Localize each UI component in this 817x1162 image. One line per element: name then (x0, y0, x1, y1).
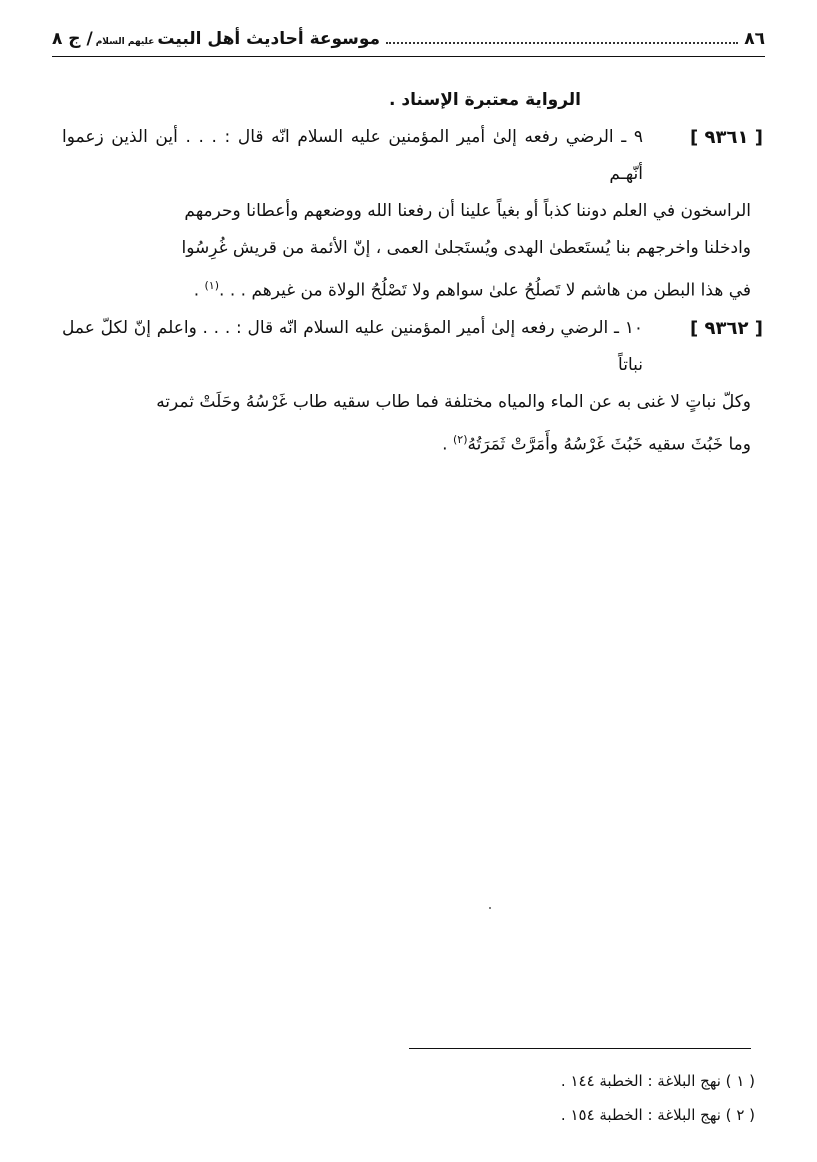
hadith-entry (62, 310, 763, 464)
hadith-number: [ ٩٣٦١ ] (690, 127, 763, 148)
footnotes (62, 1064, 755, 1132)
hadith-entry (62, 119, 763, 310)
footnote-divider (409, 1048, 751, 1049)
hadith-line: ١٠ ـ الرضي رفعه إلىٰ أمير المؤمنين عليه السلام انّه قال : . . . واعلم إنّ لكلّ عمل نباتاً (62, 317, 643, 375)
running-header (52, 22, 765, 57)
footnote-ref[interactable]: (١) (204, 279, 220, 292)
hadith-line: ٩ ـ الرضي رفعه إلىٰ أمير المؤمنين عليه السلام انّه قال : . . . أين الذين زعموا أنّهـم (62, 127, 643, 184)
hadith-number: [ ٩٣٦٢ ] (690, 317, 763, 339)
header-title-group (52, 29, 744, 49)
header-title-wrap (52, 29, 380, 49)
hadith-line: وكلّ نباتٍ لا غنى به عن الماء والمياه مختلفة فما طاب سقيه طاب غَرْسُهُ وحَلَتْ ثمرته (156, 391, 751, 412)
hadith-line: في هذا البطن من هاشم لا تَصلُحُ علىٰ سواهم ولا تَصْلُحُ الولاة من غيرهم . . . (219, 280, 751, 301)
volume-label: / ج ٨ (52, 29, 93, 49)
hadith-line: وما خَبُثَ سقيه خَبُثَ غَرْسُهُ وأَمَرَّتْ ثَمَرَتُهُ (467, 434, 751, 455)
main-text (62, 82, 763, 463)
footnote-item: ( ٢ ) نهج البلاغة : الخطبة ١٥٤ . (560, 1106, 755, 1124)
hadith-line-last: وما خَبُثَ سقيه خَبُثَ غَرْسُهُ وأَمَرَّتْ ثَمَرَتُهُ$^{(٢)}$ . (442, 432, 751, 455)
book-title: موسوعة أحاديث أهل البيت (157, 29, 381, 49)
footnote-item: ( ١ ) نهج البلاغة : الخطبة ١٤٤ . (560, 1072, 755, 1090)
footnote-ref[interactable]: (٢) (452, 432, 468, 446)
page-number: ٨٦ (744, 29, 765, 49)
hadith-line: وادخلنا واخرجهم بنا يُستَعطىٰ الهدى ويُستَجلىٰ العمى ، إنّ الأئمة من قريش غُرِسُوا (181, 238, 751, 258)
honorific-symbol: عليهم السلام (95, 37, 155, 47)
header-dot-leader (386, 32, 738, 44)
intro-line: الرواية معتبرة الإسناد . (389, 90, 581, 110)
speck (489, 907, 491, 909)
hadith-line: الراسخون في العلم دوننا كذباً أو بغياً علينا أن رفعنا الله ووضعهم وأعطانا وحرمهم (184, 201, 751, 221)
hadith-line-last: في هذا البطن من هاشم لا تَصلُحُ علىٰ سواهم ولا تَصْلُحُ الولاة من غيرهم . . .$^{(١)}$ . (193, 279, 751, 301)
